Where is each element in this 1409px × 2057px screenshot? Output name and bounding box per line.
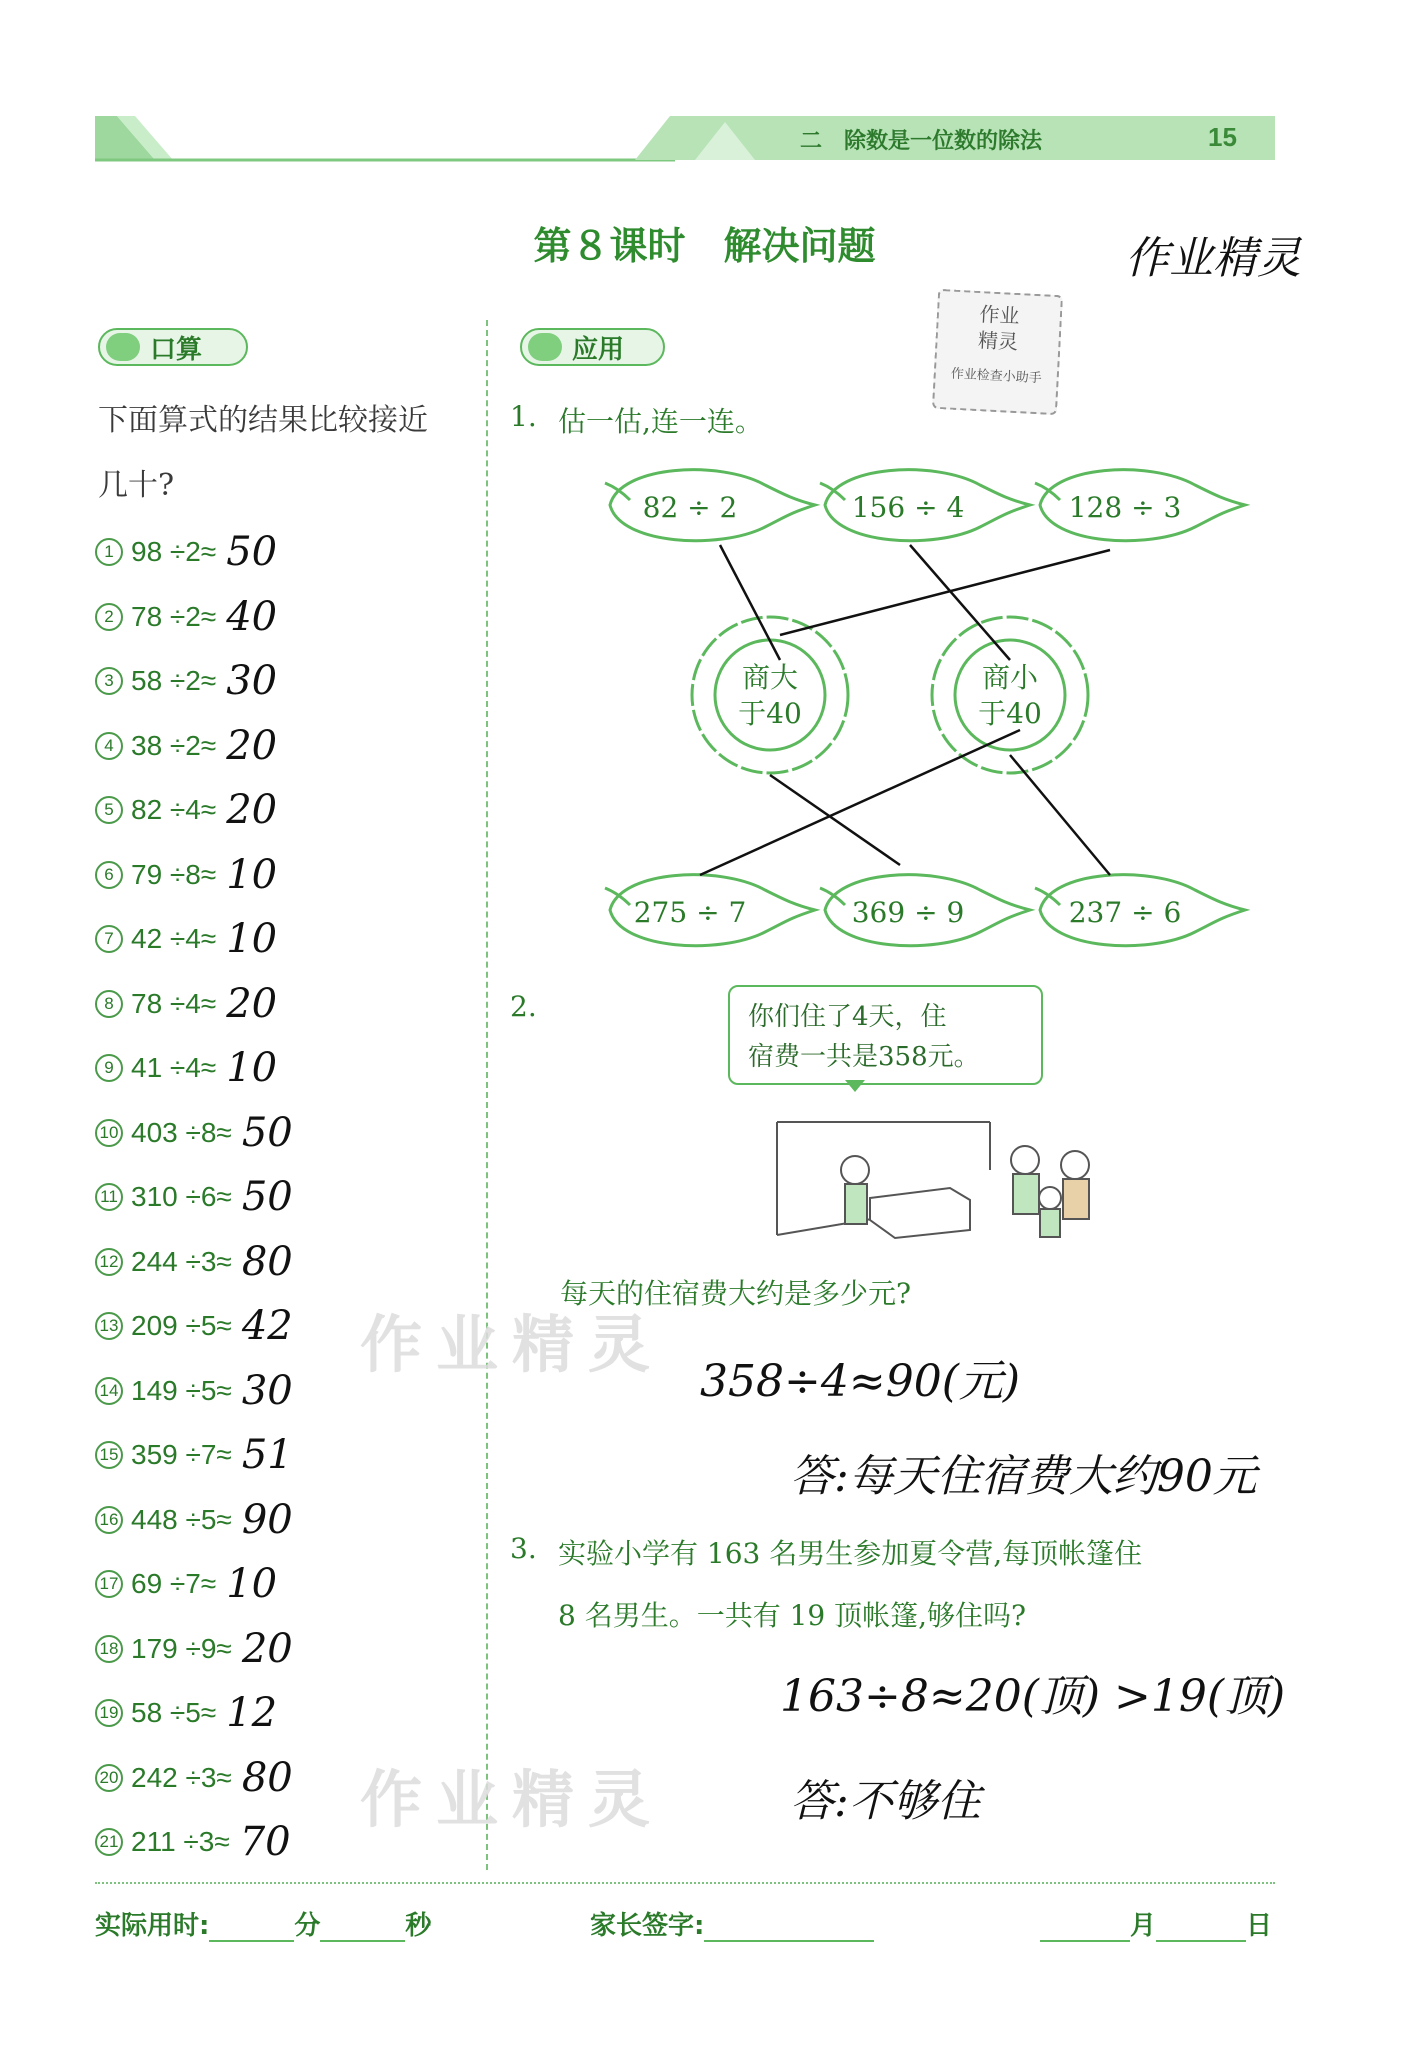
item-number: 12	[95, 1248, 123, 1276]
item-expression: 98 ÷2≈	[131, 536, 217, 568]
flower-left-line2: 于40	[738, 697, 802, 730]
intro-line-1: 下面算式的结果比较接近	[98, 403, 428, 438]
footer-divider	[95, 1882, 1275, 1884]
intro-line-2: 几十?	[98, 468, 175, 503]
watermark-2: 作业精灵	[360, 1763, 665, 1836]
leaf-top-3-label: 128 ÷ 3	[1068, 491, 1182, 524]
item-expression: 78 ÷2≈	[131, 600, 217, 632]
item-answer: 10	[226, 1561, 278, 1608]
item-answer: 80	[241, 1754, 293, 1801]
calc-item	[95, 585, 475, 650]
item-answer: 50	[241, 1174, 293, 1221]
q2-work: 358÷4≈90(元)	[700, 1356, 1021, 1407]
item-number: 6	[95, 861, 123, 889]
item-number: 2	[95, 603, 123, 631]
flower-left-line1: 商大	[741, 661, 799, 694]
item-expression: 82 ÷4≈	[131, 794, 217, 826]
calc-item	[95, 1423, 475, 1488]
time-used: 实际用时: 分 秒	[95, 1911, 432, 1941]
q3-line2: 8 名男生。一共有 19 顶帐篷,够住吗?	[558, 1599, 1027, 1632]
item-answer: 40	[226, 593, 278, 640]
handwritten-note: 作业精灵	[1125, 233, 1301, 284]
pencil-icon	[106, 333, 140, 361]
leaf-bottom-1-label: 275 ÷ 7	[633, 896, 747, 929]
item-answer: 42	[241, 1303, 293, 1350]
item-number: 7	[95, 925, 123, 953]
calc-item	[95, 1617, 475, 1682]
calc-item	[95, 1230, 475, 1295]
item-expression: 211 ÷3≈	[131, 1826, 230, 1858]
matching-diagram	[590, 455, 1250, 955]
item-number: 11	[95, 1183, 123, 1211]
leaf-top-1-label: 82 ÷ 2	[642, 491, 738, 524]
item-number: 1	[95, 538, 123, 566]
calc-item	[95, 907, 475, 972]
item-number: 8	[95, 990, 123, 1018]
item-answer: 30	[226, 658, 278, 705]
leaf-bottom-3-label: 237 ÷ 6	[1068, 896, 1182, 929]
item-expression: 42 ÷4≈	[131, 923, 217, 955]
item-expression: 69 ÷7≈	[131, 1568, 217, 1600]
item-expression: 209 ÷5≈	[131, 1310, 232, 1342]
item-answer: 20	[226, 980, 278, 1027]
calc-item	[95, 714, 475, 779]
flower-right-line2: 于40	[978, 697, 1042, 730]
item-number: 5	[95, 796, 123, 824]
pencil-icon	[528, 333, 562, 361]
item-answer: 20	[226, 787, 278, 834]
item-answer: 50	[241, 1109, 293, 1156]
flower-right-line1: 商小	[981, 661, 1039, 694]
item-expression: 448 ÷5≈	[131, 1503, 232, 1535]
calc-item	[95, 1681, 475, 1746]
q2-number: 2.	[510, 990, 537, 1023]
item-expression: 403 ÷8≈	[131, 1116, 232, 1148]
item-number: 18	[95, 1635, 123, 1663]
stamp-logo: 作业 精灵 作业检查小助手	[932, 289, 1063, 415]
item-answer: 30	[241, 1367, 293, 1414]
calc-item	[95, 1036, 475, 1101]
item-expression: 38 ÷2≈	[131, 729, 217, 761]
page-number: 15	[1208, 122, 1237, 152]
parent-signature: 家长签字:	[590, 1905, 874, 1942]
flower-right	[932, 617, 1088, 773]
item-answer: 50	[226, 529, 278, 576]
calc-item	[95, 1552, 475, 1617]
q2-question: 每天的住宿费大约是多少元?	[560, 1277, 912, 1310]
calc-item	[95, 520, 475, 585]
q3-answer: 答:不够住	[790, 1776, 981, 1827]
q3-line1: 实验小学有 163 名男生参加夏令营,每顶帐篷住	[558, 1537, 1143, 1570]
q1-number: 1.	[510, 400, 537, 433]
item-expression: 244 ÷3≈	[131, 1245, 232, 1277]
item-number: 15	[95, 1441, 123, 1469]
item-expression: 149 ÷5≈	[131, 1374, 232, 1406]
q1-text: 估一估,连一连。	[558, 405, 763, 438]
q2-answer: 答:每天住宿费大约90元	[790, 1451, 1257, 1502]
calc-list	[95, 520, 475, 1875]
item-answer: 90	[241, 1496, 293, 1543]
calc-item	[95, 1101, 475, 1166]
item-number: 21	[95, 1828, 123, 1856]
item-answer: 51	[241, 1432, 293, 1479]
calc-item	[95, 1165, 475, 1230]
calc-item	[95, 649, 475, 714]
item-number: 3	[95, 667, 123, 695]
item-expression: 41 ÷4≈	[131, 1052, 217, 1084]
header-band	[95, 112, 1275, 164]
item-number: 14	[95, 1377, 123, 1405]
date: 月 日	[1040, 1905, 1272, 1942]
calc-item	[95, 778, 475, 843]
item-number: 17	[95, 1570, 123, 1598]
column-divider	[486, 320, 488, 1870]
item-number: 19	[95, 1699, 123, 1727]
item-expression: 359 ÷7≈	[131, 1439, 232, 1471]
item-expression: 58 ÷2≈	[131, 665, 217, 697]
item-expression: 310 ÷6≈	[131, 1181, 232, 1213]
item-number: 4	[95, 732, 123, 760]
application-tag: 应用	[520, 328, 665, 366]
leaf-bottom-2-label: 369 ÷ 9	[851, 896, 965, 929]
item-answer: 10	[226, 851, 278, 898]
q3-work: 163÷8≈20(顶) >19(顶)	[780, 1671, 1286, 1722]
calc-item	[95, 843, 475, 908]
item-answer: 70	[239, 1819, 291, 1866]
lesson-title: 第８课时 解决问题	[533, 223, 876, 268]
item-number: 10	[95, 1119, 123, 1147]
item-number: 16	[95, 1506, 123, 1534]
item-answer: 20	[241, 1625, 293, 1672]
item-expression: 179 ÷9≈	[131, 1632, 232, 1664]
item-expression: 79 ÷8≈	[131, 858, 217, 890]
item-answer: 10	[226, 916, 278, 963]
item-answer: 10	[226, 1045, 278, 1092]
oral-calc-tag: 口算	[98, 328, 248, 366]
item-number: 20	[95, 1764, 123, 1792]
q3-number: 3.	[510, 1532, 537, 1565]
item-answer: 80	[241, 1238, 293, 1285]
item-answer: 12	[226, 1690, 278, 1737]
speech-bubble: 你们住了4天，住 宿费一共是358元。	[728, 985, 1043, 1085]
item-number: 13	[95, 1312, 123, 1340]
hotel-illustration	[775, 1080, 1105, 1240]
item-answer: 20	[226, 722, 278, 769]
item-number: 9	[95, 1054, 123, 1082]
unit-title: 二 除数是一位数的除法	[800, 129, 1043, 154]
item-expression: 78 ÷4≈	[131, 987, 217, 1019]
watermark-1: 作业精灵	[360, 1308, 665, 1381]
calc-item	[95, 1488, 475, 1553]
item-expression: 242 ÷3≈	[131, 1761, 232, 1793]
item-expression: 58 ÷5≈	[131, 1697, 217, 1729]
calc-item	[95, 972, 475, 1037]
leaf-top-2-label: 156 ÷ 4	[851, 491, 965, 524]
